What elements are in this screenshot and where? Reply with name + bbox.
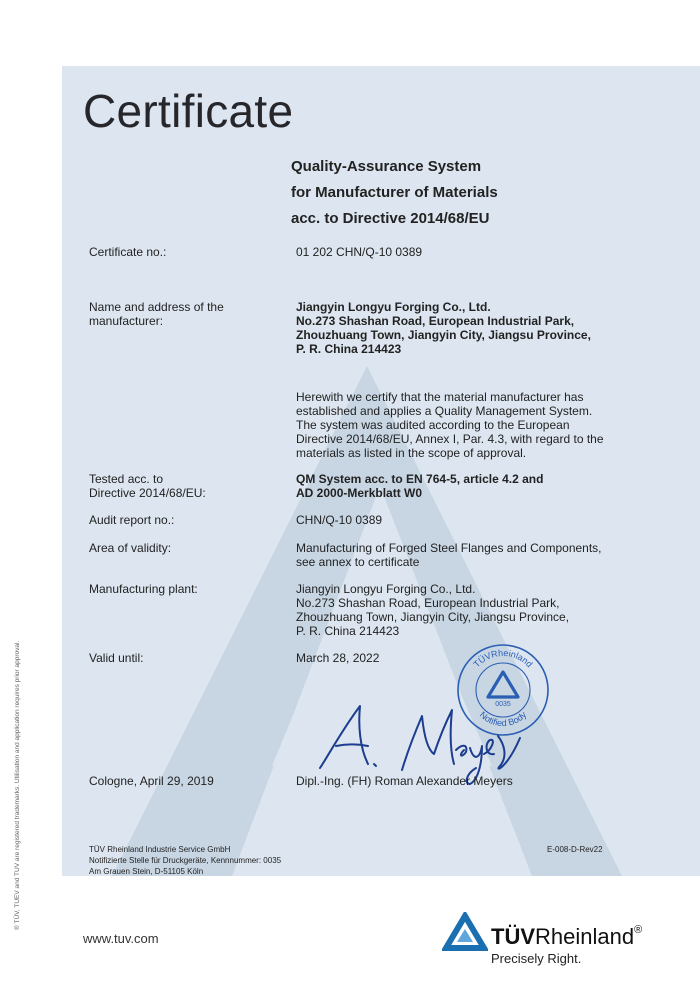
document-code: E-008-D-Rev22 xyxy=(547,845,603,854)
signatory-name: Dipl.-Ing. (FH) Roman Alexander Meyers xyxy=(296,774,513,788)
tested-label xyxy=(89,472,206,500)
tuv-triangle-logo-icon xyxy=(442,912,488,952)
plant-line: P. R. China 214423 xyxy=(296,624,400,638)
tested-value-line: AD 2000-Merkblatt W0 xyxy=(296,486,423,500)
manufacturer-address-line: P. R. China 214423 xyxy=(296,342,402,356)
manufacturing-plant-label: Manufacturing plant: xyxy=(89,582,198,596)
footer-line: Notifizierte Stelle für Druckgeräte, Kennnummer: 0035 xyxy=(89,856,282,865)
area-line: Manufacturing of Forged Steel Flanges and Components, xyxy=(296,541,602,555)
seal-number: 0035 xyxy=(495,701,511,708)
area-of-validity-value xyxy=(296,541,602,569)
website-link[interactable]: www.tuv.com xyxy=(83,931,159,946)
area-of-validity-label: Area of validity: xyxy=(89,541,172,555)
seal-top-text: TÜVRheinland xyxy=(471,647,535,670)
subtitle-line-3: acc. to Directive 2014/68/EU xyxy=(291,210,490,227)
statement-line: The system was audited according to the European xyxy=(296,418,570,432)
brand-name-light: Rheinland xyxy=(535,924,635,949)
issuer-footer xyxy=(89,844,281,877)
manufacturer-address xyxy=(296,300,591,356)
valid-until-value: March 28, 2022 xyxy=(296,651,380,665)
statement-line: materials as listed in the scope of approval. xyxy=(296,446,527,460)
tested-value-line: QM System acc. to EN 764-5, article 4.2 and xyxy=(296,472,544,486)
footer-line: TÜV Rheinland Industrie Service GmbH xyxy=(89,845,231,854)
trademark-side-note: ® TÜV, TUEV and TUV are registered trademarks. Utilisation and application requires prior approval. xyxy=(14,640,21,930)
audit-report-label: Audit report no.: xyxy=(89,513,175,527)
brand-wordmark xyxy=(491,924,642,950)
valid-until-label: Valid until: xyxy=(89,651,144,665)
manufacturing-plant-value xyxy=(296,582,569,638)
subtitle-line-1: Quality-Assurance System xyxy=(291,158,482,175)
tested-label-line: Tested acc. to xyxy=(89,472,164,486)
statement-line: Herewith we certify that the material manufacturer has xyxy=(296,390,584,404)
brand-registered-mark: ® xyxy=(634,924,643,936)
manufacturer-address-line: No.273 Shashan Road, European Industrial Park, xyxy=(296,314,575,328)
page-title: Certificate xyxy=(83,85,294,137)
signature xyxy=(316,700,526,785)
plant-line: Zhouzhuang Town, Jiangyin City, Jiangsu Province, xyxy=(296,610,570,624)
manufacturer-address-line: Jiangyin Longyu Forging Co., Ltd. xyxy=(296,300,491,314)
brand-tagline: Precisely Right. xyxy=(491,951,582,966)
audit-report-value: CHN/Q-10 0389 xyxy=(296,513,383,527)
manufacturer-address-line: Zhouzhuang Town, Jiangyin City, Jiangsu Province, xyxy=(296,328,591,342)
plant-line: No.273 Shashan Road, European Industrial Park, xyxy=(296,596,560,610)
plant-line: Jiangyin Longyu Forging Co., Ltd. xyxy=(296,582,476,596)
seal-triangle-icon xyxy=(488,672,518,697)
statement-line: established and applies a Quality Management System. xyxy=(296,404,593,418)
area-line: see annex to certificate xyxy=(296,555,420,569)
manufacturer-label-line: Name and address of the xyxy=(89,300,224,314)
subtitle-line-2: for Manufacturer of Materials xyxy=(291,184,498,201)
manufacturer-label-line: manufacturer: xyxy=(89,314,164,328)
tested-value xyxy=(296,472,543,500)
certification-statement xyxy=(296,390,604,460)
brand-name-bold: TÜV xyxy=(491,924,535,949)
place-and-date: Cologne, April 29, 2019 xyxy=(89,774,214,788)
tested-label-line: Directive 2014/68/EU: xyxy=(89,486,206,500)
certificate-no-value: 01 202 CHN/Q-10 0389 xyxy=(296,245,423,259)
seal-bottom-text: Notified Body xyxy=(477,709,529,729)
footer-line: Am Grauen Stein, D-51105 Köln xyxy=(89,867,204,876)
certificate-no-label: Certificate no.: xyxy=(89,245,167,259)
statement-line: Directive 2014/68/EU, Annex I, Par. 4.3, with regard to the xyxy=(296,432,604,446)
manufacturer-label xyxy=(89,300,224,328)
